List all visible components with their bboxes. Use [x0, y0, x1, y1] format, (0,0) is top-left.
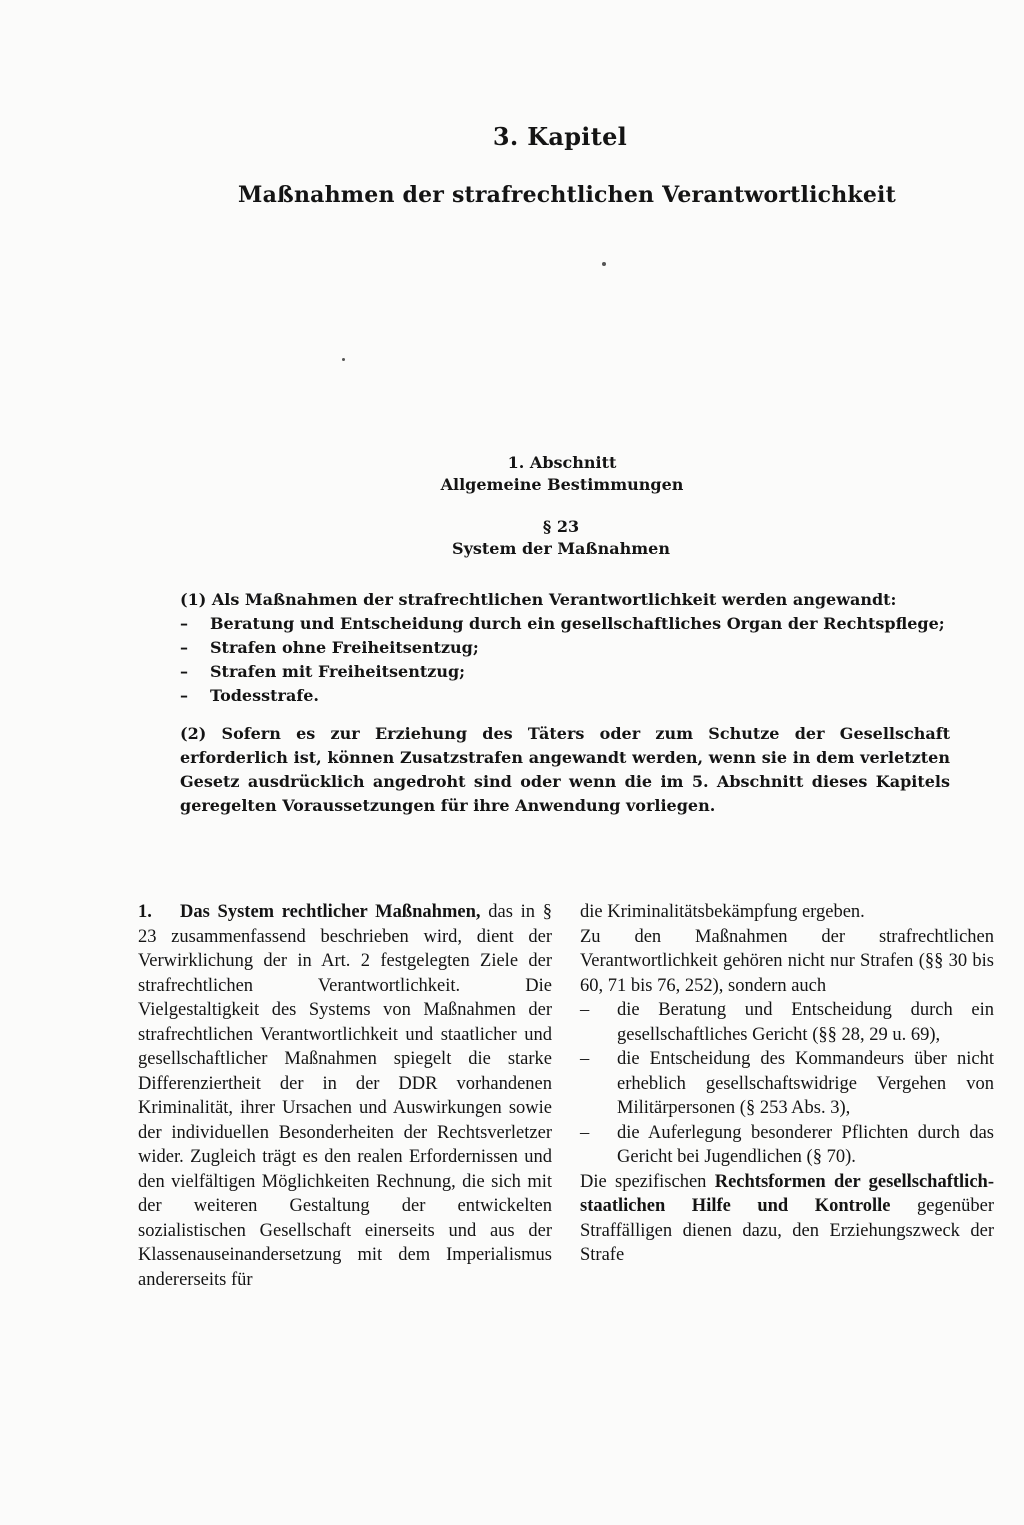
paragraph-number: § 23 — [542, 517, 580, 536]
commentary-number: 1. — [138, 902, 152, 922]
list-item-text: die Auferlegung besonderer Pflichten durch das Gericht bei Jugendlichen (§ 70). — [617, 1122, 994, 1167]
dash-bullet: – — [180, 686, 188, 705]
chapter-number: 3. Kapitel — [492, 122, 628, 151]
scan-speck — [602, 262, 606, 266]
statute-abs1-list — [180, 612, 950, 708]
list-item-text: die Entscheidung des Kommandeurs über nicht erheblich gesellschaftswidrige Vergehen von Militärpersonen (§ 253 Abs. 3), — [617, 1049, 994, 1118]
list-item — [180, 684, 950, 708]
commentary-intro: Zu den Maßnahmen der strafrechtlichen Verantwortlichkeit gehören nicht nur Strafen (§§ 30 bis 60, 71 bis 76, 252), sondern auch — [580, 926, 994, 996]
commentary-left-column — [138, 900, 552, 1292]
dash-bullet: – — [180, 662, 188, 681]
commentary-final-paragraph — [580, 1170, 994, 1268]
statute-text — [180, 588, 950, 818]
list-item — [580, 998, 994, 1047]
section-title: Allgemeine Bestimmungen — [440, 475, 684, 494]
paragraph-heading — [0, 516, 1024, 560]
section-heading — [0, 452, 1024, 496]
list-item-text: die Beratung und Entscheidung durch ein gesellschaftliches Gericht (§§ 28, 29 u. 69), — [617, 1000, 994, 1045]
commentary-paragraph — [138, 900, 552, 1292]
commentary-text: das in § 23 zusammenfassend beschrieben wird, dient der Verwirklichung der in Art. 2 festgelegten Ziele der strafrechtlichen Verantwortlichkeit. Die Vielgestaltigkeit des Systems von Maßnahmen der strafrechtlichen Verantwortlichkeit und staatlicher und gesellschaftlicher Maßnahmen spiegelt die starke Differenziertheit der in der DDR vorhandenen Kriminalität, ihrer Ursachen und Auswirkungen sowie der individuellen Besonderheiten der Rechtsverletzer wider. Zugleich trägt es den realen Erfordernissen und den vielfältigen Möglichkeiten Rechnung, die sich mit der weiteren Gestaltung der entwickelten sozialistischen Gesellschaft einerseits und aus der Klassenauseinandersetzung mit dem Imperialismus andererseits für — [138, 902, 552, 1290]
commentary-text: gegenüber Straffälligen dienen dazu, den Erziehungszweck der Strafe — [580, 1196, 995, 1265]
commentary-right-column — [580, 900, 994, 1268]
commentary-list — [580, 998, 994, 1170]
dash-bullet: – — [580, 1122, 590, 1143]
list-item-text: Beratung und Entscheidung durch ein gesellschaftliches Organ der Rechtspflege; — [210, 614, 945, 633]
dash-bullet: – — [580, 1049, 590, 1069]
list-item — [580, 1121, 994, 1170]
list-item — [580, 1047, 994, 1121]
dash-bullet: – — [180, 638, 188, 657]
list-item — [180, 612, 950, 636]
list-item — [180, 660, 950, 684]
commentary-continuation: die Kriminalitätsbekämpfung ergeben. — [580, 902, 865, 922]
list-item-text: Strafen ohne Freiheitsentzug; — [210, 638, 479, 657]
statute-abs2: (2) Sofern es zur Erziehung des Täters oder zum Schutze der Gesellschaft erforderlich ist, können Zusatzstrafen angewandt werden, wenn sie in dem verletzten Gesetz ausdrücklich angedroht sind oder wenn die im 5. Abschnitt dieses Kapitels geregelten Voraussetzungen für ihre Anwendung vorliegen. — [180, 724, 950, 815]
commentary-emphasis: Rechtsformen der gesellschaftlich-staatlichen Hilfe und Kontrolle — [580, 1171, 994, 1216]
paragraph-title: System der Maßnahmen — [452, 539, 670, 558]
section-number: 1. Abschnitt — [507, 453, 617, 472]
commentary-emphasis: Das System rechtlicher Maßnahmen, — [180, 902, 481, 922]
list-item — [180, 636, 950, 660]
list-item-text: Strafen mit Freiheitsentzug; — [210, 662, 466, 681]
scan-speck — [342, 358, 345, 361]
statute-abs1-intro: (1) Als Maßnahmen der strafrechtlichen Verantwortlichkeit werden angewandt: — [180, 590, 897, 609]
chapter-title: Maßnahmen der strafrechtlichen Verantwortlichkeit — [238, 182, 896, 208]
commentary-text: Die spezifischen — [580, 1171, 707, 1192]
list-item-text: Todesstrafe. — [210, 686, 319, 705]
dash-bullet: – — [180, 614, 188, 633]
dash-bullet: – — [580, 1000, 590, 1020]
